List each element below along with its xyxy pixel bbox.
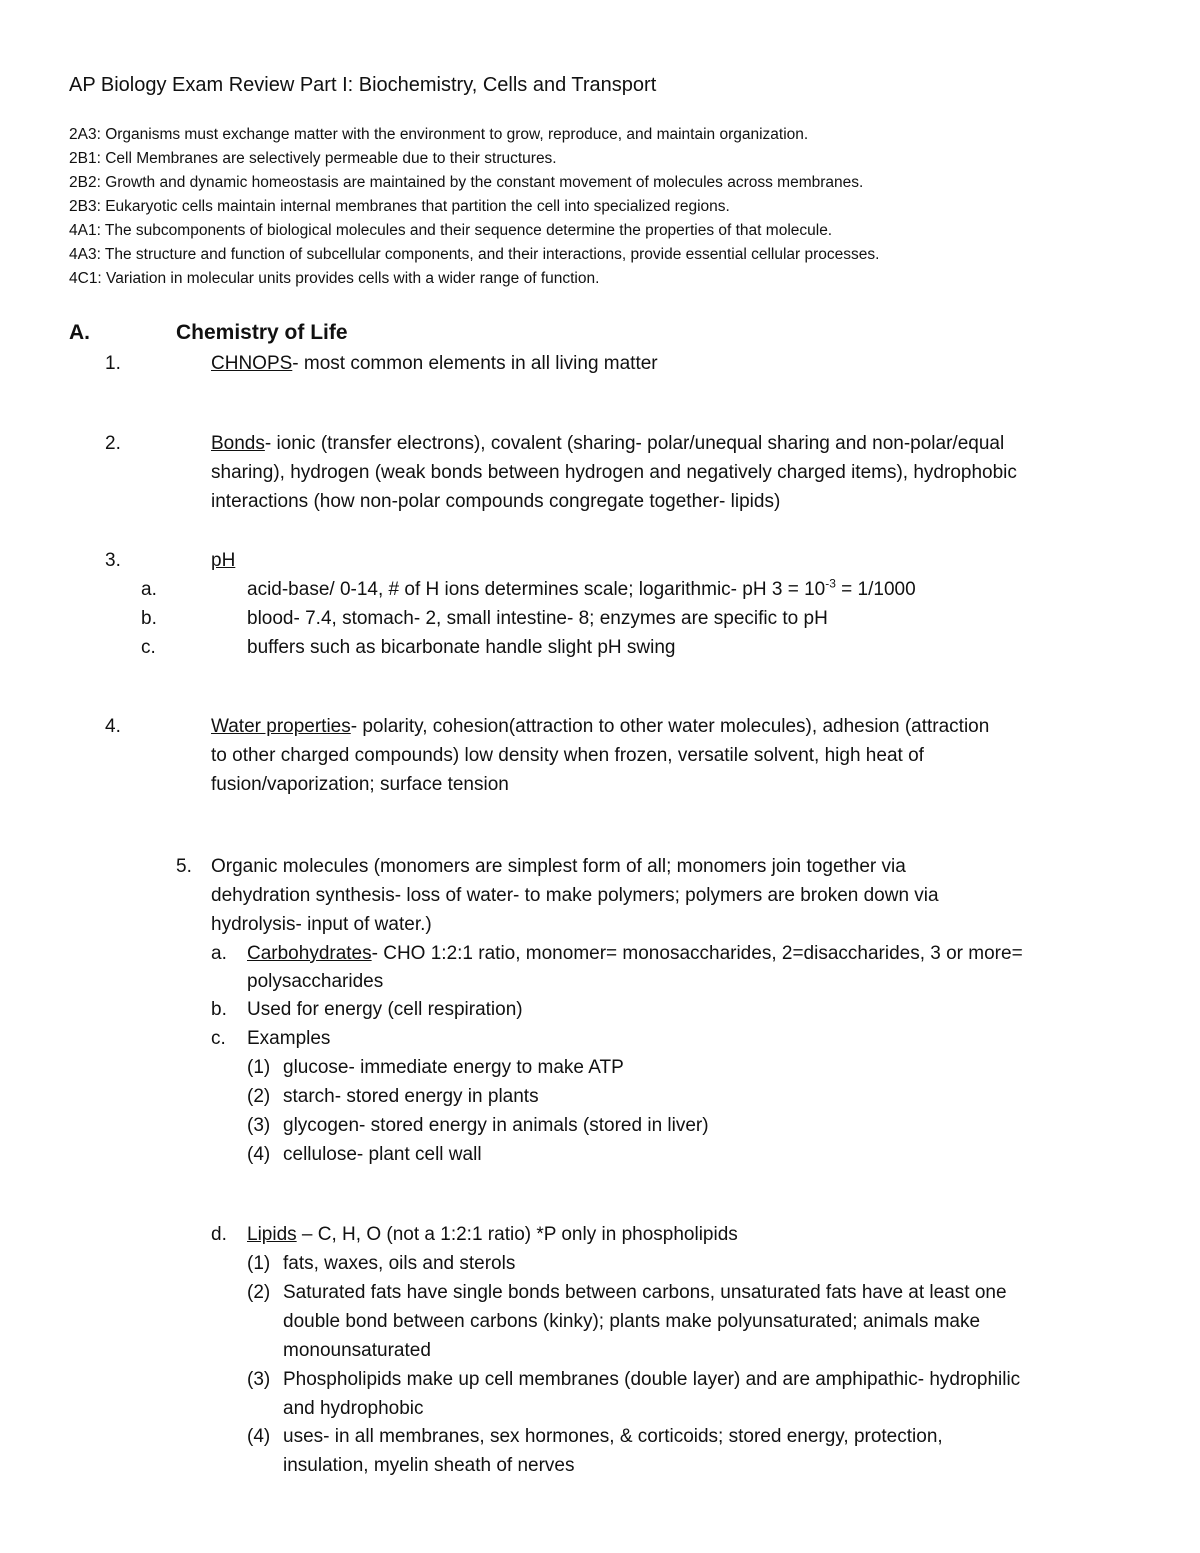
item-3a-post: = 1/1000: [835, 579, 916, 600]
list-item: [247, 1140, 270, 1169]
item-5-number: 5.: [176, 856, 192, 877]
item-2-line-2: sharing), hydrogen (weak bonds between hydrogen and negatively charged items), hydrophobic: [211, 462, 1017, 483]
list-item-text: monounsaturated: [283, 1340, 431, 1361]
list-item-text: Saturated fats have single bonds between carbons, unsaturated fats have at least one: [283, 1282, 1007, 1303]
item-3-term-text: pH: [211, 550, 236, 571]
item-5-line-1: Organic molecules (monomers are simplest form of all; monomers join together via: [211, 856, 906, 877]
item-5a-letter: a.: [211, 943, 227, 964]
list-item-number: (3): [247, 1369, 271, 1390]
item-4-term: Water properties: [211, 716, 351, 737]
item-5-line-2: dehydration synthesis- loss of water- to make polymers; polymers are broken down via: [211, 885, 939, 906]
list-item-number: (3): [247, 1115, 271, 1136]
list-item-number: (4): [247, 1426, 271, 1447]
list-item-text: glucose- immediate energy to make ATP: [283, 1057, 624, 1078]
list-item-text: and hydrophobic: [283, 1398, 424, 1419]
list-item-text: starch- stored energy in plants: [283, 1086, 539, 1107]
item-3-term: [211, 546, 235, 575]
section-title: Chemistry of Life: [176, 321, 348, 344]
item-4-line-3: fusion/vaporization; surface tension: [211, 774, 509, 795]
item-3-number: 3.: [105, 550, 121, 571]
list-item-number: (1): [247, 1253, 271, 1274]
item-2-line-3: interactions (how non-polar compounds congregate together- lipids): [211, 491, 781, 512]
standard-4a1: 4A1: The subcomponents of biological molecules and their sequence determine the properties of that molecule.: [69, 222, 833, 239]
standard-2b2: 2B2: Growth and dynamic homeostasis are maintained by the constant movement of molecules across membranes.: [69, 174, 864, 191]
item-5a-line-2: polysaccharides: [247, 971, 384, 992]
item-2-line-1: [211, 429, 1004, 458]
item-5d-text: [247, 1220, 738, 1249]
standard-2b3: 2B3: Eukaryotic cells maintain internal membranes that partition the cell into specialized regions.: [69, 198, 730, 215]
list-item: [247, 1111, 270, 1140]
item-5a-desc: - CHO 1:2:1 ratio, monomer= monosaccharides, 2=disaccharides, 3 or more=: [371, 943, 1023, 964]
item-3a-exponent: -3: [825, 576, 836, 591]
item-4-line-1: [211, 712, 989, 741]
item-3a-text: [247, 575, 916, 604]
list-item-number: (2): [247, 1086, 271, 1107]
item-5d-term: Lipids: [247, 1224, 297, 1245]
item-1-desc: - most common elements in all living matter: [292, 353, 658, 374]
item-5a-term: Carbohydrates: [247, 943, 372, 964]
item-5d-letter: d.: [211, 1224, 227, 1245]
list-item: [247, 1053, 270, 1082]
item-5c-text: Examples: [247, 1028, 331, 1049]
item-3c-letter: c.: [141, 637, 156, 658]
item-3b-letter: b.: [141, 608, 157, 629]
list-item: [247, 1082, 270, 1111]
page-title: AP Biology Exam Review Part I: Biochemistry, Cells and Transport: [69, 74, 657, 96]
list-item: [247, 1249, 270, 1278]
list-item-number: (1): [247, 1057, 271, 1078]
item-2-number: 2.: [105, 433, 121, 454]
item-3b-text: blood- 7.4, stomach- 2, small intestine- 8; enzymes are specific to pH: [247, 608, 828, 629]
section-letter: A.: [69, 321, 90, 344]
list-item-text: fats, waxes, oils and sterols: [283, 1253, 516, 1274]
item-2-term: Bonds: [211, 433, 265, 454]
item-1-text: [211, 349, 658, 378]
list-item-text: uses- in all membranes, sex hormones, & corticoids; stored energy, protection,: [283, 1426, 943, 1447]
item-4-line-2: to other charged compounds) low density when frozen, versatile solvent, high heat of: [211, 745, 924, 766]
item-2-desc: - ionic (transfer electrons), covalent (sharing- polar/unequal sharing and non-polar/equal: [264, 433, 1005, 454]
item-5d-desc: – C, H, O (not a 1:2:1 ratio) *P only in phospholipids: [296, 1224, 738, 1245]
item-3a-pre: acid-base/ 0-14, # of H ions determines scale; logarithmic- pH 3 = 10: [247, 579, 826, 600]
item-4-desc: - polarity, cohesion(attraction to other water molecules), adhesion (attraction: [350, 716, 990, 737]
item-5b-text: Used for energy (cell respiration): [247, 999, 523, 1020]
standard-4a3: 4A3: The structure and function of subcellular components, and their interactions, provide essential cellular processes.: [69, 246, 880, 263]
list-item-text: cellulose- plant cell wall: [283, 1144, 482, 1165]
item-5a-line-1: [247, 939, 1023, 968]
list-item: [247, 1278, 270, 1307]
item-5b-letter: b.: [211, 999, 227, 1020]
list-item: [247, 1422, 270, 1451]
list-item-number: (4): [247, 1144, 271, 1165]
list-item-text: double bond between carbons (kinky); plants make polyunsaturated; animals make: [283, 1311, 981, 1332]
item-3a-letter: a.: [141, 579, 157, 600]
standard-2a3: 2A3: Organisms must exchange matter with the environment to grow, reproduce, and maintain organization.: [69, 126, 809, 143]
list-item-text: glycogen- stored energy in animals (stored in liver): [283, 1115, 709, 1136]
item-5-line-3: hydrolysis- input of water.): [211, 914, 432, 935]
item-5c-letter: c.: [211, 1028, 226, 1049]
list-item-text: Phospholipids make up cell membranes (double layer) and are amphipathic- hydrophilic: [283, 1369, 1021, 1390]
list-item-number: (2): [247, 1282, 271, 1303]
item-3c-text: buffers such as bicarbonate handle slight pH swing: [247, 637, 676, 658]
list-item-text: insulation, myelin sheath of nerves: [283, 1455, 575, 1476]
item-1-number: 1.: [105, 353, 121, 374]
item-1-term: CHNOPS: [211, 353, 293, 374]
standard-4c1: 4C1: Variation in molecular units provides cells with a wider range of function.: [69, 270, 600, 287]
list-item: [247, 1365, 270, 1394]
standard-2b1: 2B1: Cell Membranes are selectively permeable due to their structures.: [69, 150, 557, 167]
item-4-number: 4.: [105, 716, 121, 737]
